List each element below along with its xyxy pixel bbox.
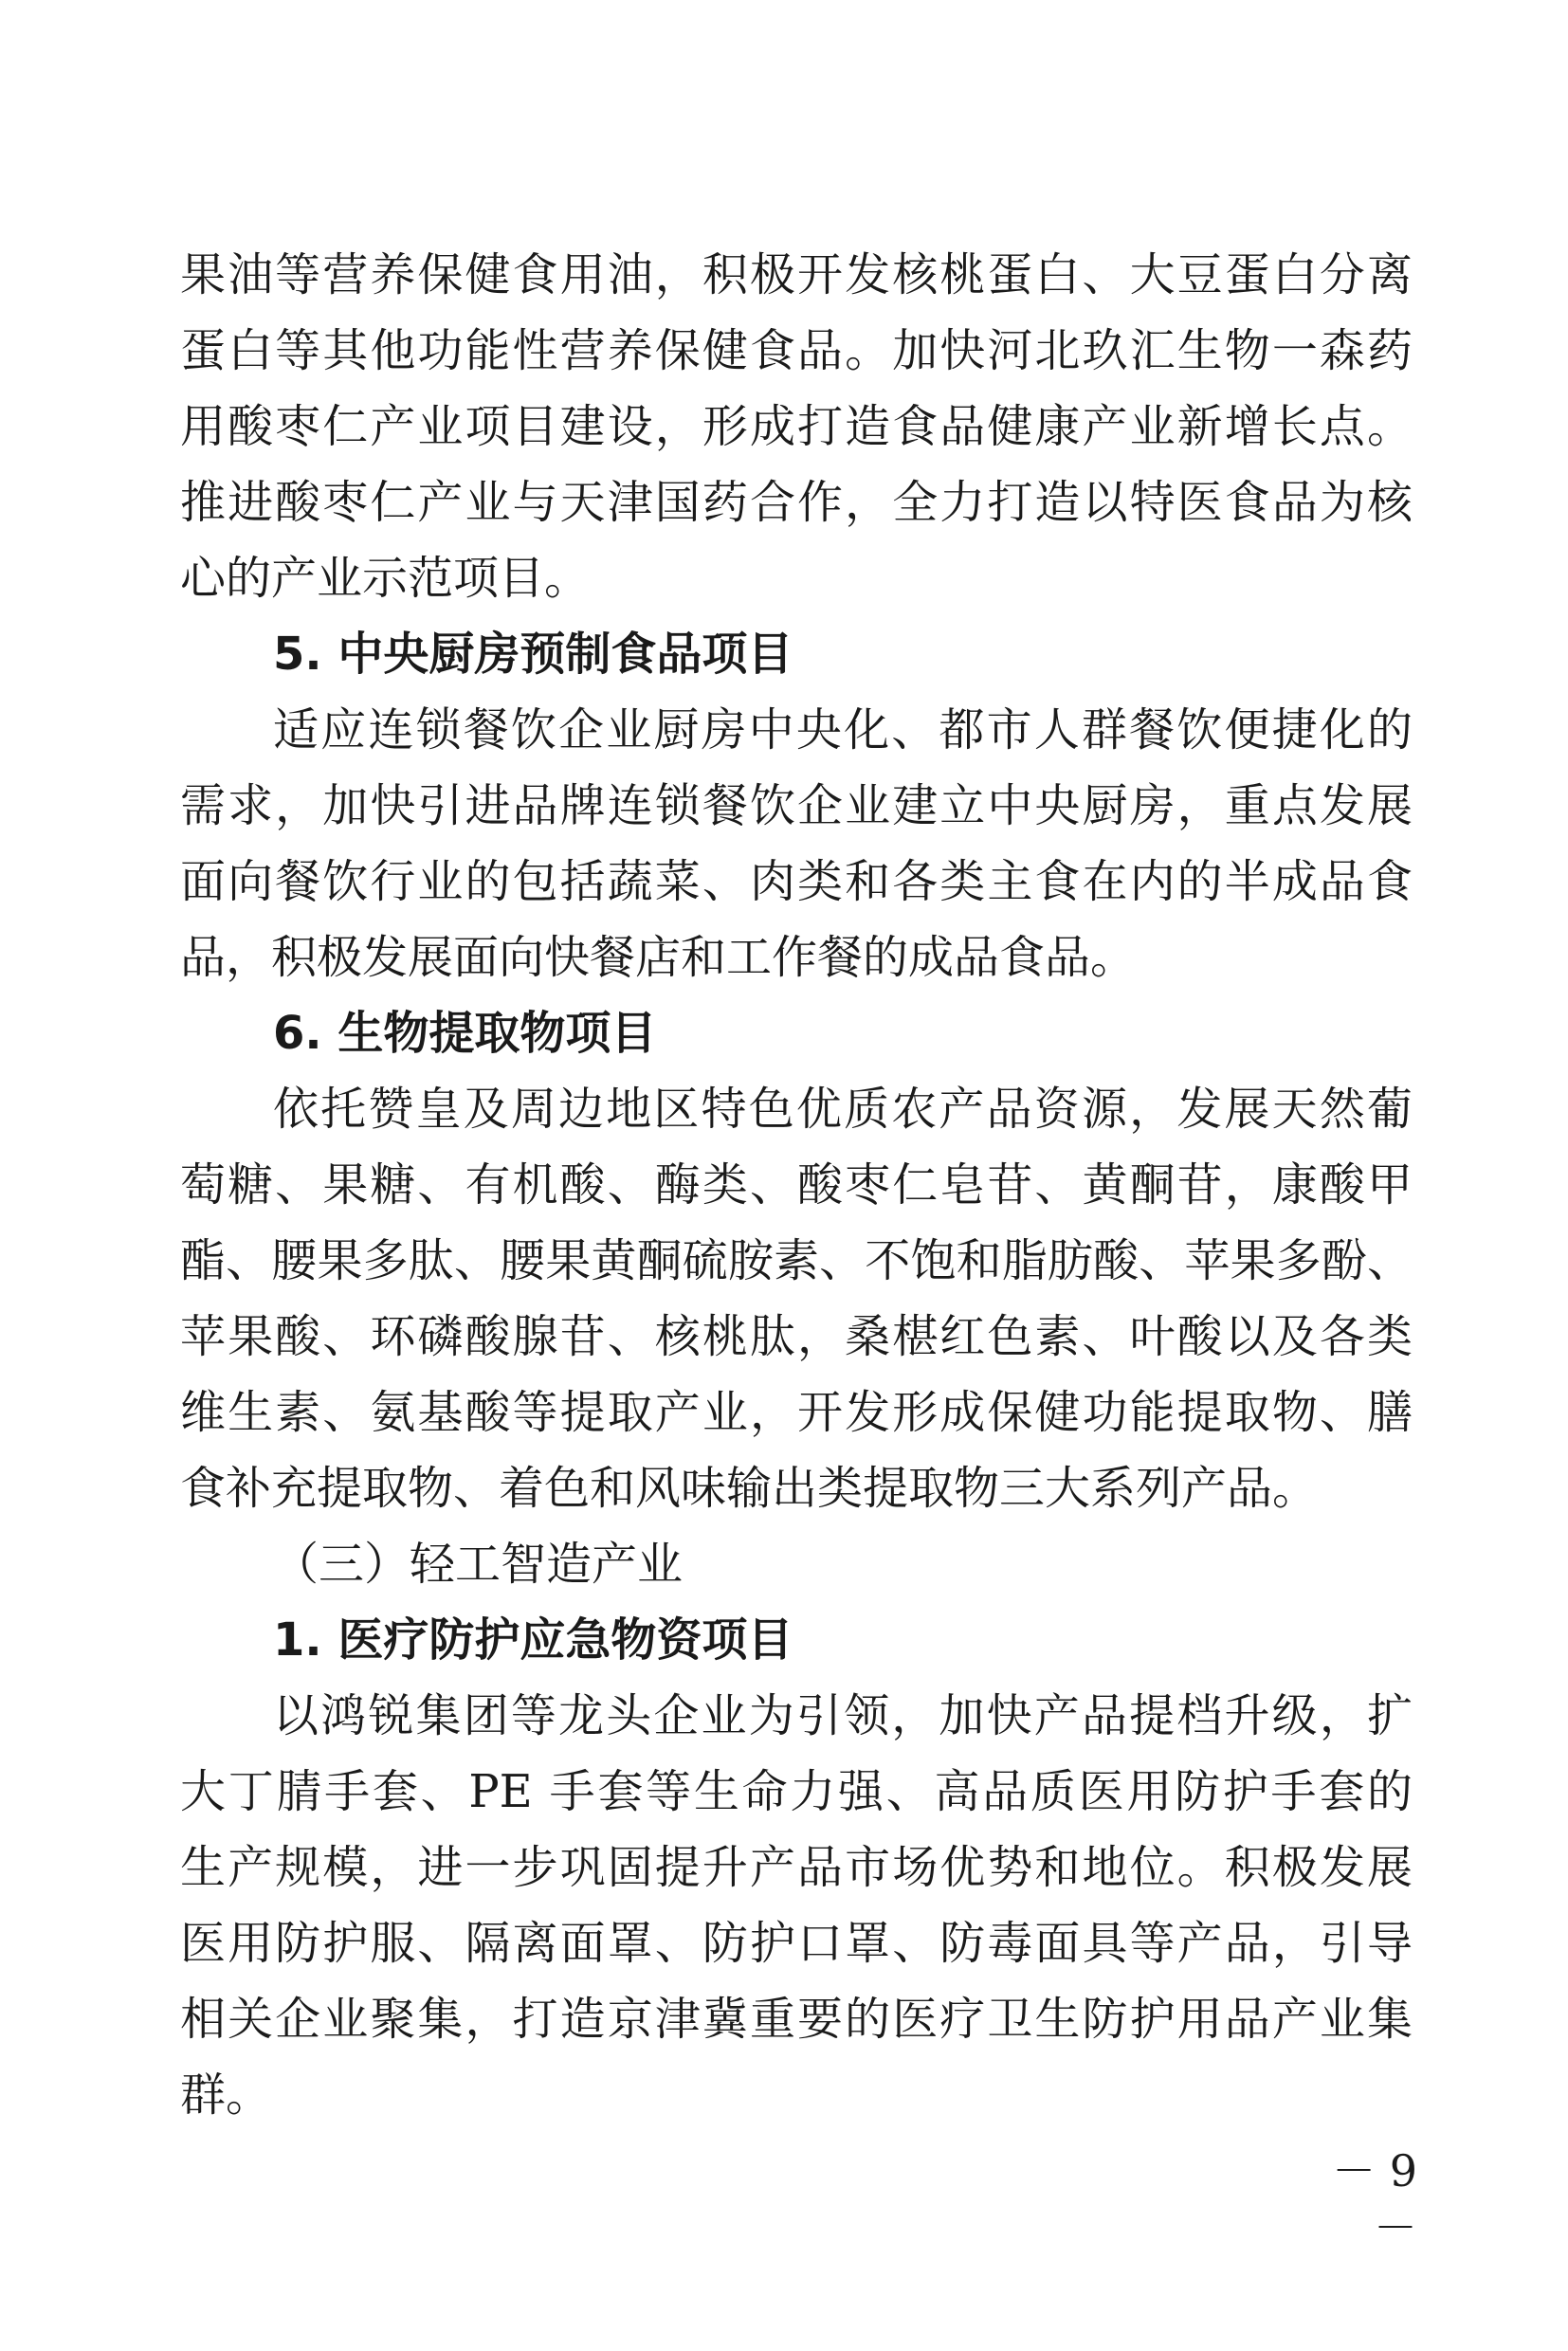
paragraph-line: 大丁腈手套、PE 手套等生命力强、高品质医用防护手套的 bbox=[180, 1765, 1413, 1818]
paragraph-line: 品，积极发展面向快餐店和工作餐的成品食品。 bbox=[180, 931, 1137, 984]
page-number: － 9 － bbox=[1332, 2145, 1417, 2253]
paragraph-line: 用酸枣仁产业项目建设，形成打造食品健康产业新增长点。 bbox=[180, 400, 1413, 453]
paragraph-line: 以鸿锐集团等龙头企业为引领，加快产品提档升级，扩 bbox=[273, 1689, 1413, 1742]
paragraph-line: 蛋白等其他功能性营养保健食品。加快河北玖汇生物一森药 bbox=[180, 324, 1413, 377]
paragraph-line: 适应连锁餐饮企业厨房中央化、都市人群餐饮便捷化的 bbox=[273, 703, 1413, 756]
paragraph-line: 医用防护服、隔离面罩、防护口罩、防毒面具等产品，引导 bbox=[180, 1917, 1413, 1970]
paragraph-line: 相关企业聚集，打造京津冀重要的医疗卫生防护用品产业集 bbox=[180, 1993, 1413, 2046]
paragraph-line: 群。 bbox=[180, 2069, 272, 2122]
paragraph-line: 酯、腰果多肽、腰果黄酮硫胺素、不饱和脂肪酸、苹果多酚、 bbox=[180, 1234, 1413, 1287]
paragraph-line: 生产规模，进一步巩固提升产品市场优势和地位。积极发展 bbox=[180, 1841, 1413, 1894]
paragraph-line: 依托赞皇及周边地区特色优质农产品资源，发展天然葡 bbox=[273, 1083, 1413, 1136]
section-subtitle: （三）轻工智造产业 bbox=[273, 1538, 684, 1591]
paragraph-line: 需求，加快引进品牌连锁餐饮企业建立中央厨房，重点发展 bbox=[180, 779, 1413, 832]
paragraph-line: 维生素、氨基酸等提取产业，开发形成保健功能提取物、膳 bbox=[180, 1386, 1413, 1439]
paragraph-line: 食补充提取物、着色和风味输出类提取物三大系列产品。 bbox=[180, 1462, 1319, 1515]
paragraph-line: 面向餐饮行业的包括蔬菜、肉类和各类主食在内的半成品食 bbox=[180, 855, 1413, 908]
section-heading: 6. 生物提取物项目 bbox=[273, 1007, 657, 1060]
paragraph-line: 心的产业示范项目。 bbox=[180, 552, 591, 605]
paragraph-line: 推进酸枣仁产业与天津国药合作，全力打造以特医食品为核 bbox=[180, 476, 1413, 529]
paragraph-line: 果油等营养保健食用油，积极开发核桃蛋白、大豆蛋白分离 bbox=[180, 248, 1413, 301]
paragraph-line: 苹果酸、环磷酸腺苷、核桃肽，桑椹红色素、叶酸以及各类 bbox=[180, 1310, 1413, 1363]
paragraph-line: 萄糖、果糖、有机酸、酶类、酸枣仁皂苷、黄酮苷，康酸甲 bbox=[180, 1158, 1413, 1212]
section-heading: 5. 中央厨房预制食品项目 bbox=[273, 628, 793, 681]
section-heading: 1. 医疗防护应急物资项目 bbox=[273, 1613, 793, 1667]
